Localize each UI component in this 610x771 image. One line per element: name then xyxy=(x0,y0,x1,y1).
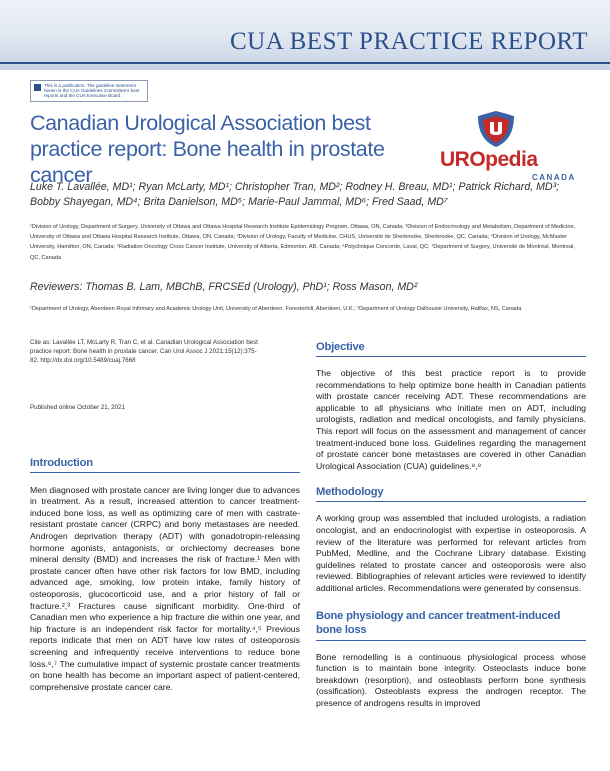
reviewer-affiliations: ¹Department of Urology, Aberdeen Royal Infirmary and Academic Urology Unit, University of Aberdeen, Foresterhill, Aberdeen, U.K.; ²Department of Urology Dalhousie University, Halifax, NS, Canada xyxy=(30,306,522,312)
section-spacer xyxy=(316,595,586,609)
logo-wordmark xyxy=(440,148,580,172)
logo-uro: URO xyxy=(440,148,486,171)
bone-physiology-heading: Bone physiology and cancer treatment-induced bone loss xyxy=(316,609,586,641)
left-column xyxy=(30,338,300,693)
introduction-heading: Introduction xyxy=(30,457,300,473)
section-spacer xyxy=(316,472,586,486)
methodology-text: A working group was assembled that included urologists, a radiation oncologist, and an endocrinologist with expertise in osteoporosis. A review of the literature was performed for relevant articles from PubMed, Medline, and the Cochrane Library database. Existing guidelines related to prostate cancer and osteoporosis were also reviewed. Bibliographies of relevant articles were reviewed to identify additional articles. Recommendations were generated by consensus. xyxy=(316,513,586,593)
objective-heading: Objective xyxy=(316,341,586,357)
author-list: Luke T. Lavallée, MD¹; Ryan McLarty, MD¹; Christopher Tran, MD²; Rodney H. Breau, MD¹; Patrick Richard, MD³; Bobby Shayegan, MD⁴; Brita Danielson, MD⁵; Marie-Paul Jammal, MD⁶; Fred Saad, MD⁷ xyxy=(30,181,560,208)
note-text: This is a publication. The guideline statement herein is the CUA Guidelines Committee's best reports and the CUA Executive Board. xyxy=(44,83,140,99)
header-banner xyxy=(0,0,610,70)
author-affiliations: ¹Division of Urology, Department of Surgery, University of Ottawa and Ottawa Hospital Research Institute Epidemiology Program, Ottawa, ON, Canada; ²Division of Endocrinology and Metabolism, Department of Medicine, University of Ottawa and Ottawa Hospital Research Institute, Ottawa, ON, Canada; ³Division of Urology, Faculty of Medicine, CHUS, Université de Sherbrooke, Sherbrooke, QC, Canada; ⁴Division of Urology, McMaster University, Hamilton, ON, Canada; ⁵Radiation Oncology Cross Cancer Institute, University of Alberta, Edmonton, AB, Canada; ⁶Polyclinique Concorde, Laval, QC; ⁷Department of Surgery, Université de Montréal, Montreal, QC, Canada xyxy=(30,224,576,261)
introduction-text: Men diagnosed with prostate cancer are living longer due to advances in treatment. As a result, increased attention to cancer treatment-induced bone loss, as well as optimizing care of men with castrate-resistant prostate cancer (CRPC) and bony metastases are needed. Androgen deprivation therapy (ADT) with gonadotropin-releasing hormone agonists, antagonists, or orchiectomy decreases bone mineral density (BMD) and increases the risk of fracture.¹ Men with prostate cancer often have other risk factors for low BMD, including advanced age, smoking, low protein intake, family history of osteoporosis, glucocorticoid use, and a prior history of fall or fracture.²,³ Fractures cause significant morbidity. One-third of Canadian men who experience a hip fracture die within one year, and hip fracture is an independent risk factor for mortality.⁴,⁵ Previous reports indicate that men on ADT have low rates of osteoporosis screening and infrequently receive interventions to reduce bone loss.⁶,⁷ The cumulative impact of systemic prostate cancer treatments on bone health has become an important aspect of patient-centered, comprehensive prostate cancer care. xyxy=(30,484,300,692)
logo-pedia: pedia xyxy=(485,148,538,171)
right-column xyxy=(316,341,586,709)
bone-physiology-text: Bone remodelling is a continuous physiological process whose function is to maintain bone integrity. Osteoclasts induce bone breakdown (resorption), and osteoblasts perform bone synthesis (ossification). Osteoblasts express the androgen receptor. The presence of androgens results in improved xyxy=(316,651,586,708)
reviewer-list: Reviewers: Thomas B. Lam, MBChB, FRCSEd (Urology), PhD¹; Ross Mason, MD² xyxy=(30,281,418,293)
shield-icon xyxy=(476,110,516,148)
methodology-heading: Methodology xyxy=(316,486,586,502)
publication-note xyxy=(30,80,148,102)
article-title: Canadian Urological Association best practice report: Bone health in prostate cancer xyxy=(30,111,385,187)
objective-text: The objective of this best practice report is to provide recommendations to help optimize bone health in Canadian patients with prostate cancer receiving ADT. These recommendations are applicable to all physicians who initiate men on ADT, including urologists, radiation and medical oncologists, and family physicians. This report will focus on the assessment and management of cancer treatment-induced bone loss. Guidelines regarding the management of prostate cancer bone metastases are covered in other Canadian Urological Association (CUA) guidelines.⁸,⁹ xyxy=(316,368,586,471)
uropedia-logo xyxy=(440,110,580,190)
banner-rule xyxy=(0,62,610,64)
banner-title: CUA BEST PRACTICE REPORT xyxy=(229,28,588,55)
logo-subtitle: CANADA xyxy=(532,173,576,182)
published-date: Published online October 21, 2021 xyxy=(30,403,125,411)
citation: Cite as: Lavallée LT, McLarty R, Tran C, et al. Canadian Urological Association best practice report: Bone health in prostate cancer. Can Urol Assoc J 2021;15(12):375-82. http://dx.doi.org/10.5489/cuaj.7668 xyxy=(30,339,258,365)
note-square-icon xyxy=(34,84,41,91)
